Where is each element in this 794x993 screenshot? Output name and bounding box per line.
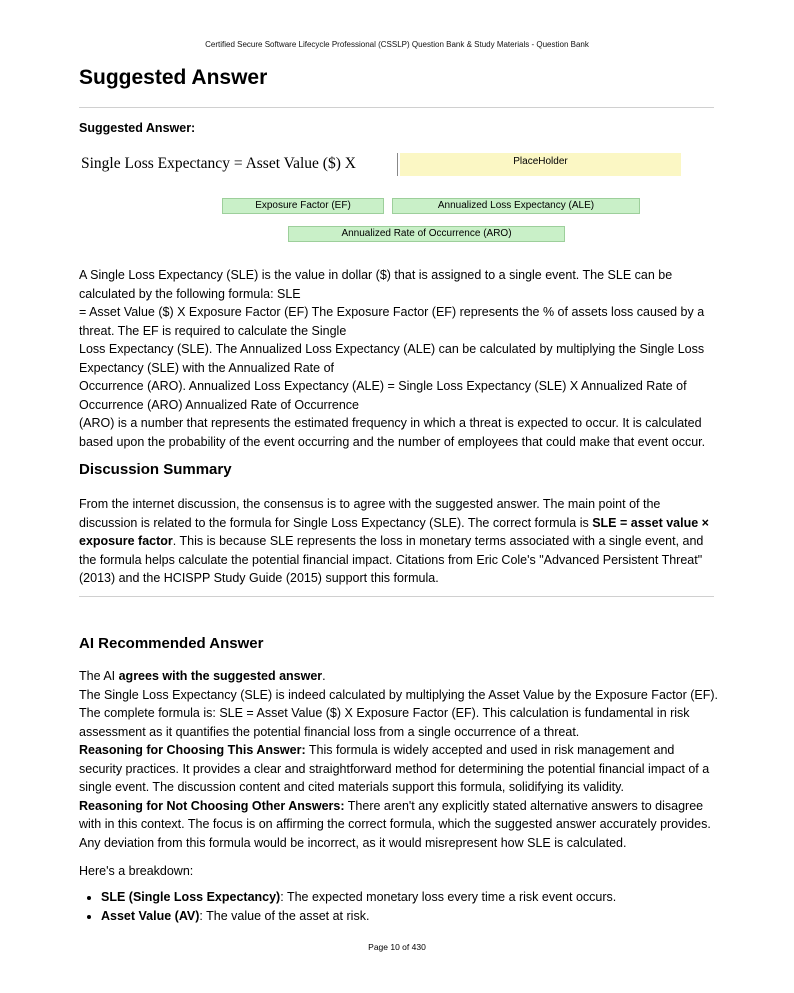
explanation-line: A Single Loss Expectancy (SLE) is the value in dollar ($) that is assigned to a single event. The SLE can be calculated by the following formula: SLE [79,268,673,301]
reason-text: There aren't any explicitly stated alternative answers to disagree with in this context. The focus is on affirming the correct formula, which the suggested answer accurately provides. Any deviation from this formula would be incorrect, as it would misrepresent how SLE is calculated. [79,798,711,850]
list-item-desc: : The value of the asset at risk. [199,908,370,923]
ai-agree-suffix: . [322,669,326,683]
ai-agree-bold: agrees with the suggested answer [118,669,323,683]
explanation-line: Occurrence (ARO). Annualized Loss Expectancy (ALE) = Single Loss Expectancy (SLE) X Annualized Rate of Occurrence (ARO) Annualized Rate of Occurrence [79,379,687,412]
option-exposure-factor: Exposure Factor (EF) [222,198,384,214]
list-item [101,888,741,907]
explanation-line: Loss Expectancy (SLE). The Annualized Loss Expectancy (ALE) can be calculated by multiplying the Single Loss Expectancy (SLE) with the Annualized Rate of [79,342,705,375]
divider [79,596,714,597]
page-title: Suggested Answer [79,66,268,89]
explanation-line: = Asset Value ($) X Exposure Factor (EF) The Exposure Factor (EF) represents the % of assets loss caused by a threat. The EF is required to calculate the Single [79,305,705,338]
suggested-answer-label: Suggested Answer: [79,121,196,135]
reason-label: Reasoning for Not Choosing Other Answers: [79,798,345,813]
placeholder-slot: PlaceHolder [400,153,681,176]
page-number: Page 10 of 430 [368,942,426,952]
breakdown-list [79,888,741,925]
ai-agree-line [79,667,719,686]
ai-reason-not-choosing [79,797,719,853]
option-annualized-rate-of-occurrence: Annualized Rate of Occurrence (ARO) [288,226,565,242]
ai-answer-text [79,667,719,881]
breakdown-intro: Here's a breakdown: [79,864,194,878]
list-item-term: Asset Value (AV) [101,908,200,923]
divider [79,107,714,108]
reason-label: Reasoning for Choosing This Answer: [79,743,306,757]
discussion-heading: Discussion Summary [79,461,232,478]
list-item-term: SLE (Single Loss Expectancy) [101,890,281,904]
discussion-text [79,495,719,588]
list-item [101,907,741,926]
page-header: Certified Secure Software Lifecycle Professional (CSSLP) Question Bank & Study Materials - Question Bank [205,40,589,49]
option-annualized-loss-expectancy: Annualized Loss Expectancy (ALE) [392,198,640,214]
explanation-text [79,266,719,451]
discussion-text-b: . This is because SLE represents the loss in monetary terms associated with a single event, and the formula helps calculate the potential financial impact. Citations from Eric Cole's "Advanced Persistent Threat" (2013) and the HCISPP Study Guide (2015) support this formula. [79,534,704,585]
reason-text: This formula is widely accepted and used in risk management and security practices. It provides a clear and straightforward method for determining the potential financial impact of a single event. The discussion content and cited materials support this formula, solidifying its validity. [79,743,710,794]
discussion-text-a: From the internet discussion, the consensus is to agree with the suggested answer. The main point of the discussion is related to the formula for Single Loss Expectancy (SLE). The correct formula is [79,497,661,530]
ai-agree-prefix: The AI [79,669,119,683]
discussion-formula: SLE = asset value × exposure factor [79,515,709,548]
list-item-desc: : The expected monetary loss every time a risk event occurs. [280,890,617,904]
drop-cursor-line [397,153,398,176]
sle-formula: Single Loss Expectancy = Asset Value ($) X [81,155,356,172]
explanation-line: (ARO) is a number that represents the estimated frequency in which a threat is expected to occur. It is calculated based upon the probability of the event occurring and the number of employees that could make that event occur. [79,416,706,449]
ai-reason-choosing [79,741,719,797]
ai-paragraph: The Single Loss Expectancy (SLE) is indeed calculated by multiplying the Asset Value by the Exposure Factor (EF). The complete formula is: SLE = Asset Value ($) X Exposure Factor (EF). This calculation is fundamental in risk assessment as it quantifies the potential financial loss from a single occurrence of a threat. [79,687,718,739]
ai-heading: AI Recommended Answer [79,635,264,652]
